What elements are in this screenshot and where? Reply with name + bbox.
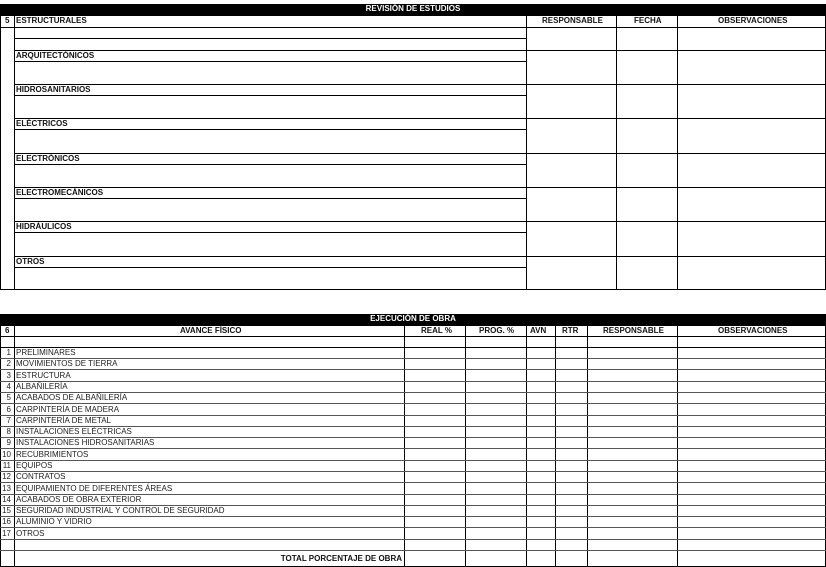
item-number: 1 [6,348,11,357]
item-number: 6 [6,405,11,414]
category-electromecanicos: ELECTROMECÁNICOS [16,188,104,197]
ejecucion-col-responsable: RESPONSABLE [603,326,664,335]
ejecucion-title-bar [0,314,826,325]
category-electricos: ELÉCTRICOS [16,119,68,128]
item-label: ESTRUCTURA [16,371,71,380]
item-label: CARPINTERÍA DE MADERA [16,405,120,414]
item-label: CONTRATOS [16,472,66,481]
category-hidraulicos: HIDRÁULICOS [16,222,72,231]
ejecucion-col-real: REAL % [421,326,452,335]
category-arquitectonicos: ARQUITECTÓNICOS [16,51,95,60]
ejecucion-col-avn: AVN [530,326,547,335]
item-label: ACABADOS DE OBRA EXTERIOR [16,495,142,504]
ejecucion-col-observaciones: OBSERVACIONES [718,326,788,335]
ejecucion-title: EJECUCIÓN DE OBRA [370,314,456,323]
item-label: EQUIPOS [16,461,53,470]
item-label: RECUBRIMIENTOS [16,450,89,459]
total-porcentaje-label: TOTAL PORCENTAJE DE OBRA [280,554,402,563]
revision-col-observaciones: OBSERVACIONES [718,16,788,25]
ejecucion-section-number: 6 [5,326,10,335]
ejecucion-col-prog: PROG. % [479,326,515,335]
category-estructurales: ESTRUCTURALES [16,16,87,25]
item-number: 4 [6,382,11,391]
ejecucion-col-rtr: RTR [562,326,579,335]
item-label: ALBAÑILERÍA [16,382,68,391]
item-number: 7 [6,416,11,425]
revision-title: REVISIÓN DE ESTUDIOS [365,4,461,13]
item-number: 12 [2,472,11,481]
item-label: MOVIMIENTOS DE TIERRA [16,359,118,368]
item-label: PRELIMINARES [16,348,76,357]
item-label: ACABADOS DE ALBAÑILERÍA [16,393,128,402]
item-number: 2 [6,359,11,368]
category-otros: OTROS [16,257,45,266]
item-label: ALUMINIO Y VIDRIO [16,517,92,526]
item-label: EQUIPAMIENTO DE DIFERENTES ÁREAS [16,484,173,493]
category-electronicos: ELECTRÓNICOS [16,154,80,163]
revision-col-fecha: FECHA [634,16,662,25]
item-label: INSTALACIONES ELÉCTRICAS [16,427,132,436]
category-hidrosanitarios: HIDROSANITARIOS [16,85,91,94]
item-label: CARPINTERÍA DE METAL [16,416,111,425]
item-number: 14 [2,495,11,504]
item-number: 16 [2,517,11,526]
item-number: 8 [6,427,11,436]
item-number: 13 [2,484,11,493]
revision-col-responsable: RESPONSABLE [542,16,603,25]
item-label: SEGURIDAD INDUSTRIAL Y CONTROL DE SEGURIDAD [16,506,225,515]
item-number: 3 [6,371,11,380]
item-number: 11 [2,461,11,470]
item-number: 5 [6,393,11,402]
item-number: 9 [6,438,11,447]
item-number: 17 [2,529,11,538]
revision-section-number: 5 [5,16,10,25]
item-number: 10 [2,450,11,459]
item-number: 15 [2,506,11,515]
item-label: OTROS [16,529,45,538]
item-label: INSTALACIONES HIDROSANITARIAS [16,438,155,447]
ejecucion-col-avance: AVANCE FÍSICO [180,326,242,335]
